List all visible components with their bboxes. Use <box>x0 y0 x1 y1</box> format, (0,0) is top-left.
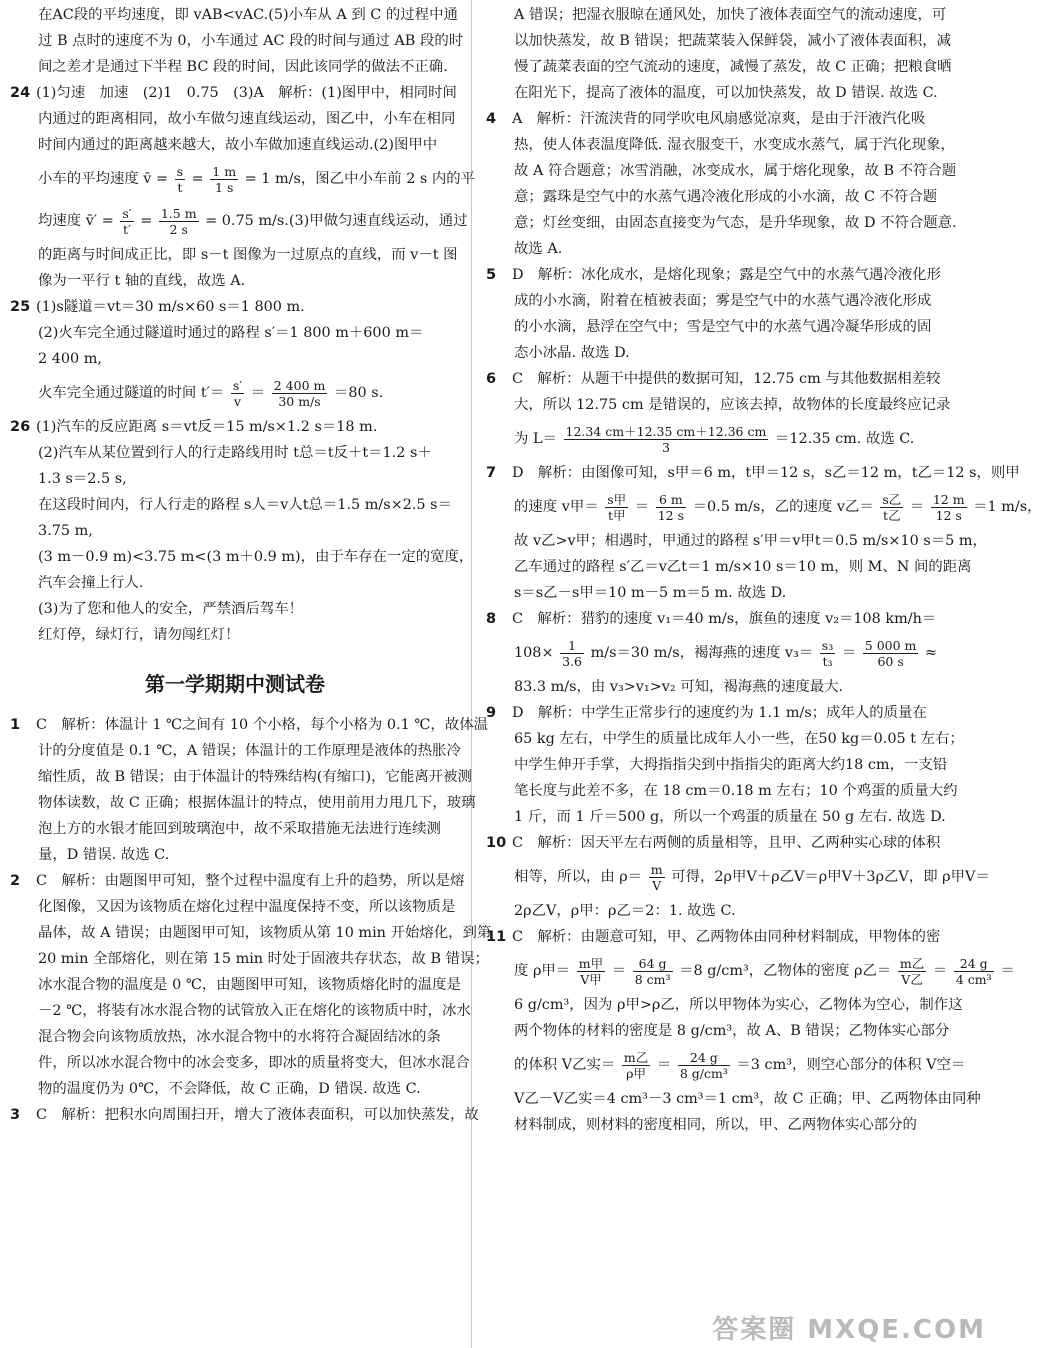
question-number: 26 <box>10 419 31 435</box>
fraction: $\frac{6 m}{12 s}$ <box>657 491 685 523</box>
column-divider <box>471 0 472 1348</box>
text-line: 量，D 错误. 故选 C. <box>38 847 170 863</box>
fraction: $\frac{2 400 m}{30 m/s}$ <box>273 377 326 409</box>
text-line: 慢了蔬菜表面的空气流动的速度，减慢了蒸发，故 C 正确；把粮食晒 <box>514 59 952 75</box>
text-line: 泡上方的水银才能回到玻璃泡中，故不采取措施无法进行连续测 <box>38 821 441 837</box>
text-line: 缩性质，故 B 错误；由于体温计的特殊结构(有缩口)，它能离开被测 <box>38 769 472 785</box>
text-line: 乙车通过的路程 s′乙＝v乙t＝1 m/s×10 s＝10 m，则 M、N 间的距离 <box>514 559 972 575</box>
fraction: $\frac{12.34 cm+12.35 cm+12.36 cm}{3}$ <box>565 423 767 455</box>
text-line: 计的分度值是 0.1 ℃，A 错误；体温计的工作原理是液体的热胀冷 <box>38 743 461 759</box>
text-line: 物体读数，故 C 正确；根据体温计的特点，使用前用力甩几下，玻璃 <box>38 795 476 811</box>
text-line: 2 400 m, <box>38 351 102 367</box>
fraction: $\frac{\text{m甲}}{\text{V甲}}$ <box>578 955 604 987</box>
question-number: 11 <box>486 929 507 945</box>
text-line: D 解析：中学生正常步行的速度约为 1.1 m/s；成年人的质量在 <box>512 705 927 721</box>
text-line: －2 ℃，将装有冰水混合物的试管放入正在熔化的该物质中时，冰水 <box>38 1003 471 1019</box>
text-line: 的小水滴，悬浮在空气中；雪是空气中的水蒸气遇冷凝华形成的固 <box>514 319 932 335</box>
question-number: 1 <box>10 717 21 733</box>
text-line: 1 斤，而 1 斤＝500 g，所以一个鸡蛋的质量在 50 g 左右. 故选 D. <box>514 809 946 825</box>
text-line: 热，使人体表温度降低. 湿衣服变干，水变成水蒸气，属于汽化现象， <box>514 137 955 153</box>
question-24 <box>10 80 476 294</box>
question-number: 8 <box>486 611 497 627</box>
question-3 <box>10 1102 479 1128</box>
text-line: 83.3 m/s，由 v₃>v₁>v₂ 可知，褐海燕的速度最大. <box>514 679 844 695</box>
text-line: 故 v乙>v甲；相遇时，甲通过的路程 s′甲＝v甲t＝0.5 m/s×10 s＝5 m， <box>514 533 987 549</box>
text-line: 的距离与时间成正比，即 s－t 图像为一过原点的直线，而 v－t 图 <box>38 247 458 263</box>
text-line: A 错误；把湿衣服晾在通风处，加快了液体表面空气的流动速度，可 <box>514 7 947 23</box>
formula-line: 相等，所以，由 ρ＝ $\frac{m}{V}$ 可得，2ρ甲V＋ρ乙V＝ρ甲V＋3ρ乙V，即 ρ甲V＝ <box>514 861 990 893</box>
question-8 <box>486 606 966 700</box>
text-line: 材料制成，则材料的密度相同，所以，甲、乙两物体实心部分的 <box>514 1117 917 1133</box>
text-line: C 解析：把积水向周围扫开，增大了液体表面积，可以加快蒸发，故 <box>36 1107 479 1123</box>
fraction: $\frac{\text{m乙}}{\text{ρ甲}}$ <box>623 1049 649 1081</box>
text-line: 在这段时间内，行人行走的路程 s人＝v人t总＝1.5 m/s×2.5 s＝ <box>38 497 452 513</box>
watermark-logo: 答案圈 MXQE.COM <box>712 1315 986 1345</box>
fraction: $\frac{1.5 m}{2 s}$ <box>160 205 197 237</box>
question-5 <box>486 262 966 366</box>
text-line: 红灯停，绿灯行，请勿闯红灯！ <box>38 627 240 643</box>
formula-line: 均速度 v̄′ = $\frac{s'}{t'}$ = $\frac{1.5 m}{2 s}$ = 0.75 m/s.(3)甲做匀速直线运动，通过 <box>38 205 468 237</box>
text-line: 物的温度仍为 0℃，不会降低，故 C 正确，D 错误. 故选 C. <box>38 1081 421 1097</box>
formula-line: 的体积 V乙实＝ $\frac{\text{m乙}}{\text{ρ甲}}$ ＝ $\frac{24 g}{\text{8 g/cm³}}$ ＝3 cm³，则空心部分的体积 V空＝ <box>514 1049 966 1081</box>
question-7 <box>486 460 1042 606</box>
text-line: V乙－V乙实＝4 cm³－3 cm³＝1 cm³，故 C 正确；甲、乙两物体由同种 <box>514 1091 981 1107</box>
question-number: 10 <box>486 835 507 851</box>
question-number: 2 <box>10 873 21 889</box>
question-9 <box>486 700 966 830</box>
text-line: A 解析：汗流浃背的同学吹电风扇感觉凉爽，是由于汗液汽化吸 <box>512 111 926 127</box>
formula-line: 火车完全通过隧道的时间 t′＝ $\frac{s'}{v}$ ＝ $\frac{2 400 m}{30 m/s}$ ＝80 s. <box>38 377 384 409</box>
text-line: D 解析：冰化成水，是熔化现象；露是空气中的水蒸气遇冷液化形 <box>512 267 941 283</box>
text-line: (3 m－0.9 m)<3.75 m<(3 m＋0.9 m)，由于车存在一定的宽度， <box>38 549 474 565</box>
text-line: 故选 A. <box>514 241 563 257</box>
fraction: $\frac{s}{t}$ <box>176 163 184 195</box>
text-line: 汽车会撞上行人. <box>38 575 144 591</box>
text-line: C 解析：从题干中提供的数据可知，12.75 cm 与其他数据相差较 <box>512 371 941 387</box>
text-line: 化图像，又因为该物质在熔化过程中温度保持不变，所以该物质是 <box>38 899 456 915</box>
text-line: (1)s隧道＝vt＝30 m/s×60 s＝1 800 m. <box>36 299 305 315</box>
text-line: (1)匀速 加速 (2)1 0.75 (3)A 解析：(1)图甲中，相同时间 <box>36 85 457 101</box>
formula-line: 小车的平均速度 v̄ = $\frac{s}{t}$ = $\frac{1 m}{1 s}$ = 1 m/s，图乙中小车前 2 s 内的平 <box>38 163 476 195</box>
text-line: 大，所以 12.75 cm 是错误的，应该去掉，故物体的长度最终应记录 <box>514 397 951 413</box>
text-line: D 解析：由图像可知，s甲＝6 m，t甲＝12 s，s乙＝12 m，t乙＝12 s，则甲 <box>512 465 1020 481</box>
question-number: 4 <box>486 111 497 127</box>
text-line: 晶体，故 A 错误；由题图甲可知，该物质从第 10 min 开始熔化，到第 <box>38 925 492 941</box>
formula-line: 108× $\frac{1}{3.6}$ m/s＝30 m/s，褐海燕的速度 v₃＝ $\frac{\text{s₃}}{\text{t₃}}$ ＝ $\frac{5 000 m}{60 s}$ ≈ <box>514 637 938 669</box>
fraction: $\frac{m}{V}$ <box>650 861 663 893</box>
text-line: (2)火车完全通过隧道时通过的路程 s′＝1 800 m＋600 m＝ <box>38 325 424 341</box>
text-line: C 解析：由题意可知，甲、乙两物体由同种材料制成，甲物体的密 <box>512 929 941 945</box>
question-number: 9 <box>486 705 497 721</box>
question-number: 6 <box>486 371 497 387</box>
text-line: 时间内通过的距离越来越大，故小车做加速直线运动.(2)图甲中 <box>38 137 438 153</box>
left-column <box>10 2 492 1128</box>
text-line: 在阳光下，提高了液体的温度，可以加快蒸发，故 D 错误. 故选 C. <box>514 85 938 101</box>
text-line: 3.75 m, <box>38 523 93 539</box>
text-line: 在AC段的平均速度，即 vAB<vAC.(5)小车从 A 到 C 的过程中通 <box>38 7 458 23</box>
fraction: $\frac{1}{3.6}$ <box>562 637 582 669</box>
fraction: $\frac{12 m}{12 s}$ <box>932 491 965 523</box>
text-line: 成的小水滴，附着在植被表面；雾是空气中的水蒸气遇冷液化形成 <box>514 293 932 309</box>
text-line: C 解析：因天平左右两侧的质量相等，且甲、乙两种实心球的体积 <box>512 835 941 851</box>
text-line: 65 kg 左右，中学生的质量比成年人小一些，在50 kg＝0.05 t 左右； <box>514 731 964 747</box>
text-line: s＝s乙－s甲＝10 m－5 m＝5 m. 故选 D. <box>514 585 787 601</box>
text-line: C 解析：体温计 1 ℃之间有 10 个小格，每个小格为 0.1 ℃，故体温 <box>36 717 488 733</box>
fraction: $\frac{\text{m乙}}{\text{V乙}}$ <box>899 955 925 987</box>
question-4 <box>486 106 966 262</box>
text-line: 两个物体的材料的密度是 8 g/cm³，故 A、B 错误；乙物体实心部分 <box>514 1023 950 1039</box>
question-26 <box>10 414 474 648</box>
text-line: 间之差才是通过下半程 BC 段的时间，因此该同学的做法不正确. <box>38 59 448 75</box>
fraction: $\frac{5 000 m}{60 s}$ <box>864 637 917 669</box>
text-line: (2)汽车从某位置到行人的行走路线用时 t总＝t反＋t＝1.2 s＋ <box>38 445 432 461</box>
text-line: 2ρ乙V，ρ甲：ρ乙＝2：1. 故选 C. <box>514 903 736 919</box>
text-line: 6 g/cm³，因为 ρ甲>ρ乙，所以甲物体为实心，乙物体为空心，制作这 <box>514 997 963 1013</box>
formula-line: 度 ρ甲＝ $\frac{\text{m甲}}{\text{V甲}}$ ＝ $\frac{64 g}{\text{8 cm³}}$ ＝8 g/cm³，乙物体的密度 ρ乙＝ $\frac{\text{m乙}}{\text{V乙}}$ ＝ $\frac{24 g}{\text{4 cm³}}$ ＝ <box>514 955 1015 987</box>
text-line: 内通过的距离相同，故小车做匀速直线运动，图乙中，小车在相同 <box>38 111 456 127</box>
fraction: $\frac{s'}{v}$ <box>232 377 243 409</box>
text-line: 笔长度与此差不多，在 18 cm＝0.18 m 左右；10 个鸡蛋的质量大约 <box>514 783 958 799</box>
fraction: $\frac{24 g}{\text{8 g/cm³}}$ <box>679 1049 728 1081</box>
question-6 <box>486 366 966 460</box>
question-2 <box>10 868 492 1102</box>
question-number: 25 <box>10 299 31 315</box>
text-line: 混合物会向该物质放热，冰水混合物中的水将符合凝固结冰的条 <box>38 1029 441 1045</box>
fraction: $\frac{\text{s甲}}{\text{t甲}}$ <box>607 491 627 523</box>
text-line: (3)为了您和他人的安全，严禁酒后驾车！ <box>38 601 304 617</box>
question-11 <box>486 924 1015 1138</box>
text-line: 过 B 点时的速度不为 0，小车通过 AC 段的时间与通过 AB 段的时 <box>38 33 464 49</box>
text-line: 意；灯丝变细，由固态直接变为气态，是升华现象，故 D 不符合题意. <box>514 215 957 231</box>
text-line: 1.3 s＝2.5 s, <box>38 471 127 487</box>
fraction: $\frac{1 m}{1 s}$ <box>212 163 237 195</box>
fraction: $\frac{24 g}{\text{4 cm³}}$ <box>955 955 992 987</box>
text-line: (1)汽车的反应距离 s＝vt反＝15 m/s×1.2 s＝18 m. <box>36 419 378 435</box>
question-25 <box>10 294 460 414</box>
text-line: 件，所以冰水混合物中的冰会变多，即冰的质量将变大，但冰水混合 <box>38 1055 470 1071</box>
right-column <box>486 2 1042 1138</box>
question-number: 7 <box>486 465 497 481</box>
text-line: 故 A 符合题意；冰雪消融，冰变成水，属于熔化现象，故 B 不符合题 <box>514 163 957 179</box>
text-line: C 解析：由题图甲可知，整个过程中温度有上升的趋势，所以是熔 <box>36 873 465 889</box>
fraction: $\frac{\text{s乙}}{\text{t乙}}$ <box>882 491 902 523</box>
question-10 <box>486 830 990 924</box>
text-line: 中学生伸开手掌，大拇指指尖到中指指尖的距离大约18 cm，一支铅 <box>514 757 948 773</box>
question-number: 3 <box>10 1107 21 1123</box>
fraction: $\frac{\text{s₃}}{\text{t₃}}$ <box>821 637 834 669</box>
question-number: 24 <box>10 85 31 101</box>
fraction: $\frac{64 g}{\text{8 cm³}}$ <box>634 955 671 987</box>
text-line: 意；露珠是空气中的水蒸气遇冷液化形成的小水滴，故 C 不符合题 <box>514 189 938 205</box>
text-line: 冰水混合物的温度是 0 ℃，由题图甲可知，该物质熔化时的温度是 <box>38 977 461 993</box>
text-line: 20 min 全部熔化，则在第 15 min 时处于固液共存状态，故 B 错误； <box>38 951 489 967</box>
text-line: 像为一平行 t 轴的直线，故选 A. <box>38 273 246 289</box>
text-line: 以加快蒸发，故 B 错误；把蔬菜装入保鲜袋，减小了液体表面积，减 <box>514 33 952 49</box>
formula-line: 的速度 v甲＝ $\frac{\text{s甲}}{\text{t甲}}$ ＝ $\frac{6 m}{12 s}$ ＝0.5 m/s，乙的速度 v乙＝ $\frac{\text{s乙}}{\text{t乙}}$ ＝ $\frac{12 m}{12 s}$ ＝1 m/s， <box>514 491 1042 523</box>
fraction: $\frac{s'}{t'}$ <box>122 205 132 237</box>
section-title: 第一学期期中测试卷 <box>145 672 325 696</box>
question-number: 5 <box>486 267 497 283</box>
formula-line: 为 L＝ $\frac{12.34 cm+12.35 cm+12.36 cm}{3}$ ＝12.35 cm. 故选 C. <box>514 423 915 455</box>
text-line: C 解析：猎豹的速度 v₁＝40 m/s，旗鱼的速度 v₂＝108 km/h＝ <box>512 611 937 627</box>
question-1 <box>10 712 488 868</box>
text-line: 态小冰晶. 故选 D. <box>514 345 630 361</box>
